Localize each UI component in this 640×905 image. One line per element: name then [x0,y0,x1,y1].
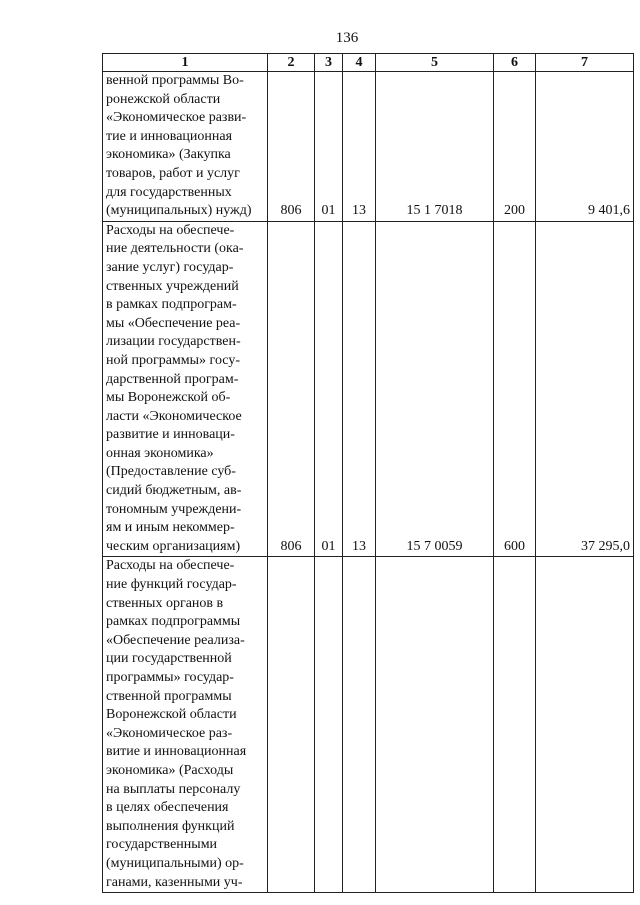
column-header: 6 [494,54,536,72]
column-header: 5 [376,54,494,72]
table-header-row [103,54,634,72]
ministry-code: 806 [268,221,315,557]
ministry-code: 806 [268,72,315,222]
target-article-code: 15 7 0059 [376,221,494,557]
table-row [103,72,634,222]
table-row [103,557,634,893]
expense-type-code [494,557,536,893]
section-code: 01 [315,221,343,557]
section-code [315,557,343,893]
budget-table [102,53,634,893]
subsection-code: 13 [343,72,376,222]
amount [536,557,634,893]
expense-type-code: 200 [494,72,536,222]
amount: 37 295,0 [536,221,634,557]
row-description: венной программы Во- ронежской области «Экономическое разви- тие и инновационная экономика» (Закупка товаров, работ и услуг для государственных (муниципальных) нужд) [103,72,268,222]
target-article-code [376,557,494,893]
table-row [103,221,634,557]
row-description: Расходы на обеспече- ние деятельности (ока- зание услуг) государ- ственных учреждений в рамках подпрограм- мы «Обеспечение реа- лизации государствен- ной программы» госу- дарственной програм- мы Воронежской об- ласти «Экономическое развитие и инноваци- онная экономика» (Предоставление суб- сидий бюджетным, ав- тономным учреждени- ям и иным некоммер- ческим организациям) [103,221,268,557]
column-header: 2 [268,54,315,72]
ministry-code [268,557,315,893]
row-description: Расходы на обеспече- ние функций государ- ственных органов в рамках подпрограммы «Обеспечение реализа- ции государственной программы» государ- ственной программы Воронежской области «Экономическое раз- витие и инновационная экономика» (Расходы на выплаты персоналу в целях обеспечения выполнения функций государственными (муниципальными) ор- ганами, казенными уч- [103,557,268,893]
target-article-code: 15 1 7018 [376,72,494,222]
column-header: 3 [315,54,343,72]
section-code: 01 [315,72,343,222]
column-header: 1 [103,54,268,72]
subsection-code [343,557,376,893]
column-header: 4 [343,54,376,72]
expense-type-code: 600 [494,221,536,557]
page-number: 136 [335,30,359,46]
amount: 9 401,6 [536,72,634,222]
column-header: 7 [536,54,634,72]
subsection-code: 13 [343,221,376,557]
